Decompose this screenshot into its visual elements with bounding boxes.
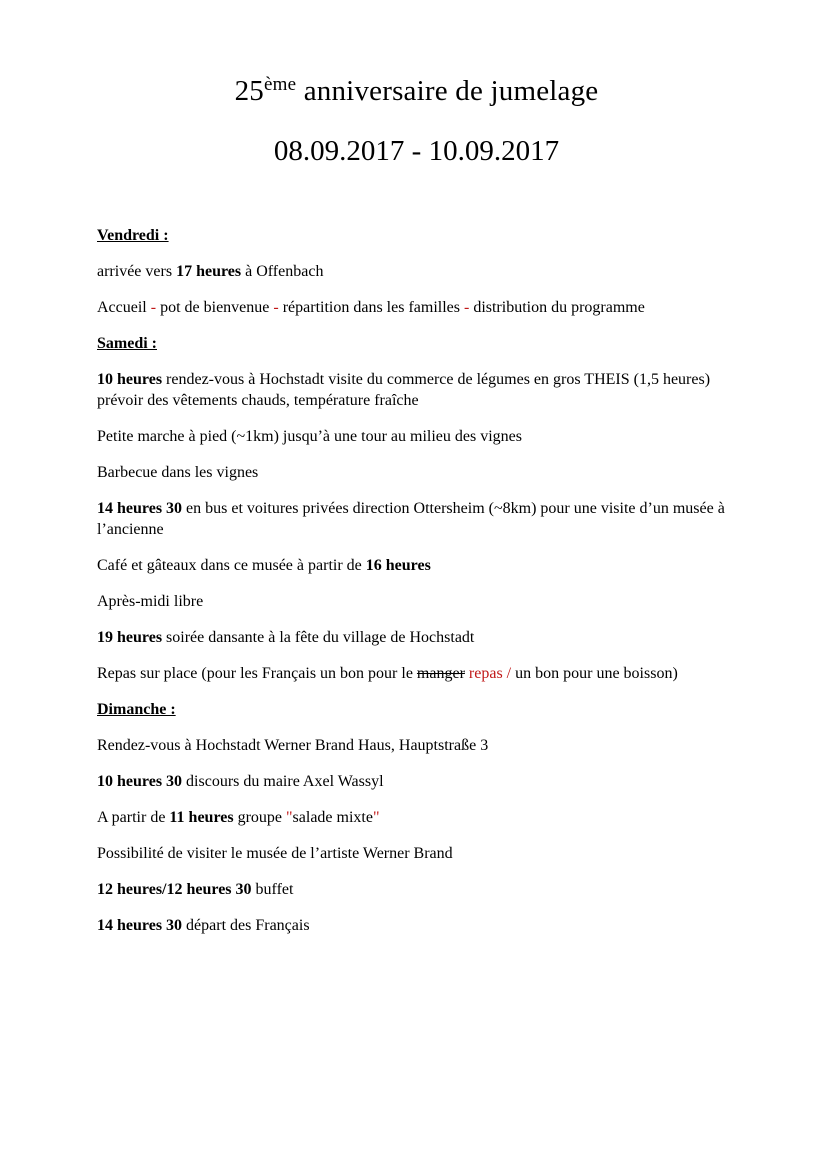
section-heading-vendredi: [97, 225, 733, 246]
text-run: 14 heures 30: [97, 917, 183, 934]
text-run: soirée dansante à la fête du village de Hochstadt: [162, 629, 475, 646]
schedule-item-samedi-3: [97, 498, 733, 540]
text-run: 19 heures: [97, 629, 163, 646]
title-superscript: ème: [264, 73, 297, 95]
text-run: manger: [416, 665, 465, 682]
text-run: Barbecue dans les vignes: [97, 464, 259, 481]
text-run: 11 heures: [169, 809, 234, 826]
section-heading-label: Samedi :: [97, 335, 157, 352]
text-run: Possibilité de visiter le musée de l’artiste Werner Brand: [97, 845, 453, 862]
schedule-item-samedi-6: [97, 627, 733, 648]
title-text: anniversaire de jumelage: [296, 75, 599, 107]
text-run: ": [372, 809, 380, 826]
title-number: 25: [234, 75, 265, 107]
schedule-item-dimanche-0: [97, 735, 733, 756]
text-run: -: [150, 299, 157, 316]
text-run: un bon pour une boisson): [511, 665, 678, 682]
schedule-item-dimanche-1: [97, 771, 733, 792]
schedule-item-samedi-1: [97, 426, 733, 447]
text-run: arrivée vers: [97, 263, 177, 280]
text-run: distribution du programme: [469, 299, 645, 316]
section-heading-samedi: [97, 333, 733, 354]
text-run: répartition dans les familles: [278, 299, 464, 316]
schedule-item-samedi-7: [97, 663, 733, 684]
schedule-item-dimanche-2: [97, 807, 733, 828]
text-run: rendez-vous à Hochstadt visite du commerce de légumes en gros THEIS (1,5 heures) prévoir des vêtements chauds, température fraîche: [97, 371, 711, 409]
schedule-item-dimanche-3: [97, 843, 733, 864]
schedule-item-dimanche-5: [97, 915, 733, 936]
text-run: salade mixte: [292, 809, 373, 826]
text-run: groupe: [233, 809, 287, 826]
text-run: 10 heures 30: [97, 773, 183, 790]
text-run: 10 heures: [97, 371, 163, 388]
text-run: Accueil: [97, 299, 151, 316]
schedule-item-vendredi-0: [97, 261, 733, 282]
text-run: pot de bienvenue: [156, 299, 274, 316]
text-run: 12 heures/12 heures 30: [97, 881, 252, 898]
section-heading-label: Vendredi :: [97, 227, 169, 244]
text-run: ": [286, 809, 293, 826]
text-run: Repas sur place (pour les Français un bon pour le: [97, 665, 417, 682]
text-run: discours du maire Axel Wassyl: [182, 773, 384, 790]
schedule-item-vendredi-1: [97, 297, 733, 318]
schedule-item-samedi-5: [97, 591, 733, 612]
document-title-block: [97, 0, 736, 168]
text-run: -: [273, 299, 279, 316]
text-run: A partir de: [97, 809, 170, 826]
document-date-range: 08.09.2017 - 10.09.2017: [273, 135, 560, 167]
text-run: en bus et voitures privées direction Ottersheim (~8km) pour une visite d’un musée à l’ancienne: [97, 500, 725, 538]
document-title: [97, 74, 736, 112]
section-heading-label: Dimanche :: [97, 701, 176, 718]
section-heading-dimanche: [97, 699, 733, 720]
text-run: -: [463, 299, 470, 316]
text-run: à Offenbach: [241, 263, 324, 280]
text-run: buffet: [251, 881, 294, 898]
schedule-content: [97, 225, 733, 936]
text-run: Café et gâteaux dans ce musée à partir de: [97, 557, 366, 574]
text-run: Après-midi libre: [97, 593, 204, 610]
text-run: Rendez-vous à Hochstadt Werner Brand Haus, Hauptstraße 3: [97, 737, 489, 754]
text-run: 14 heures 30: [97, 500, 183, 517]
text-run: départ des Français: [182, 917, 310, 934]
text-run: Petite marche à pied (~1km) jusqu’à une tour au milieu des vignes: [97, 428, 522, 445]
schedule-item-samedi-2: [97, 462, 733, 483]
text-run: 16 heures: [365, 557, 431, 574]
schedule-item-dimanche-4: [97, 879, 733, 900]
schedule-item-samedi-0: [97, 369, 733, 411]
text-run: repas /: [468, 665, 512, 682]
schedule-item-samedi-4: [97, 555, 733, 576]
text-run: 17 heures: [176, 263, 242, 280]
